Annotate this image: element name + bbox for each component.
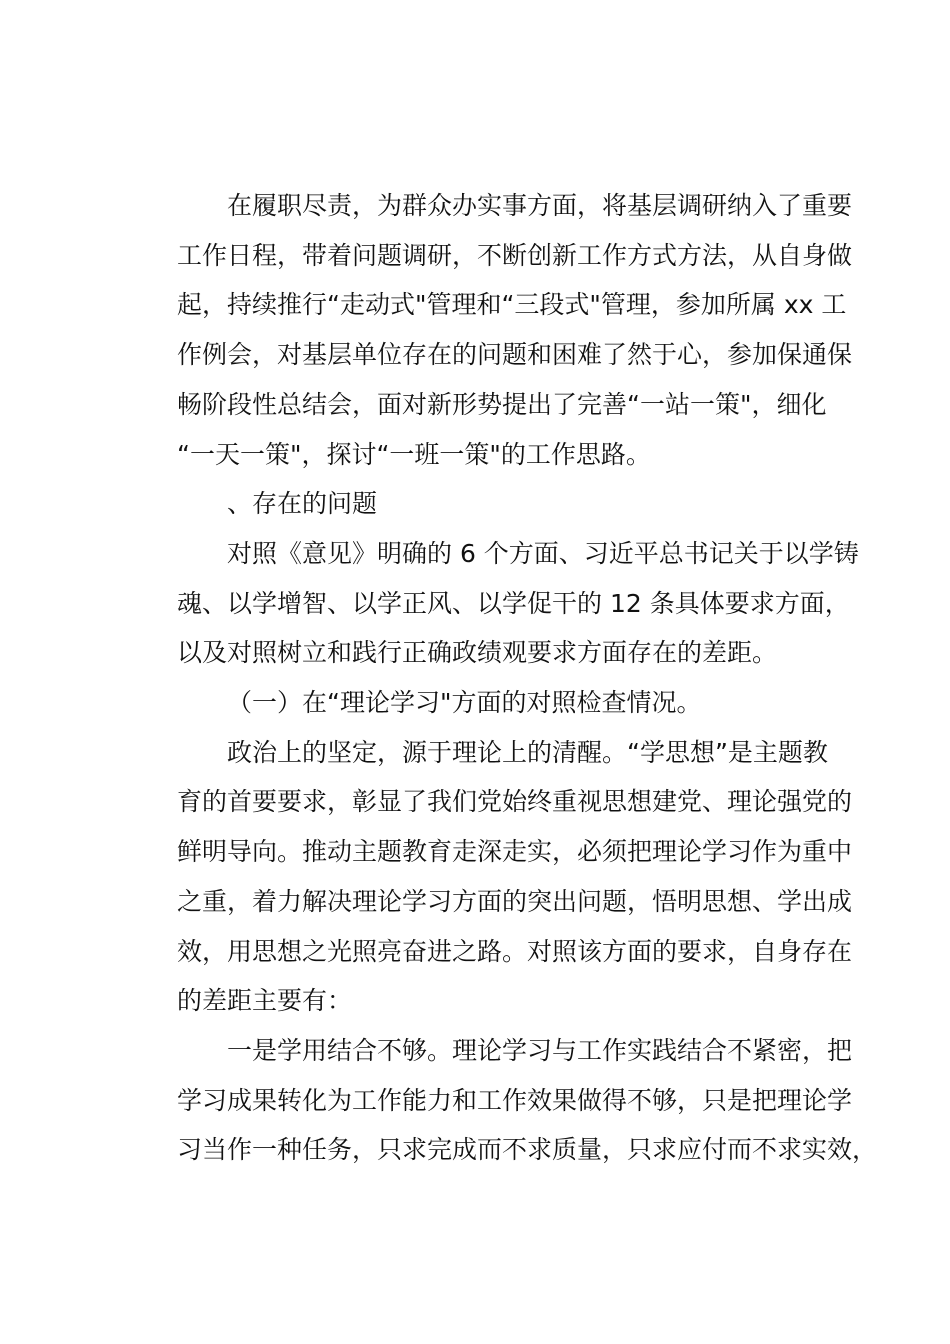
text-line: 在履职尽责，为群众办实事方面，将基层调研纳入了重要: [227, 191, 853, 220]
text-line: 魂、以学增智、以学正风、以学促干的 12 条具体要求方面，: [177, 588, 850, 618]
text-line: 以及对照树立和践行正确政绩观要求方面存在的差距。: [177, 638, 778, 668]
text-line: 对照《意见》明确的 6 个方面、习近平总书记关于以学铸: [227, 538, 859, 568]
document-body: [127, 181, 878, 1175]
paragraph-study-application: [127, 1026, 878, 1175]
text-line: 作例会，对基层单位存在的问题和困难了然于心，参加保通保: [177, 340, 853, 370]
text-line: 学习成果转化为工作能力和工作效果做得不够，只是把理论学: [177, 1085, 853, 1115]
text-line: 一是学用结合不够。理论学习与工作实践结合不紧密，把: [227, 1035, 853, 1065]
text-line: 的差距主要有：: [177, 986, 353, 1016]
text-line: 畅阶段性总结会，面对新形势提出了完善“一站一策"，细化: [177, 389, 827, 419]
paragraph-political-firmness: [127, 728, 853, 1026]
text-line: 效，用思想之光照亮奋进之路。对照该方面的要求，自身存在: [177, 936, 853, 966]
text-line: 习当作一种任务，只求完成而不求质量，只求应付而不求实效，: [177, 1135, 878, 1165]
text-line: 育的首要要求，彰显了我们党始终重视思想建党、理论强党的: [177, 787, 853, 817]
text-line: 工作日程，带着问题调研，不断创新工作方式方法，从自身做: [177, 240, 853, 270]
text-line: 政治上的坚定，源于理论上的清醒。“学思想”是主题教: [227, 737, 828, 767]
text-line: 鲜明导向。推动主题教育走深走实，必须把理论学习作为重中: [177, 837, 853, 867]
section-heading-problems: [127, 479, 832, 529]
subsection-heading-theory-study: [127, 678, 832, 728]
text-line: “一天一策"，探讨“一班一策"的工作思路。: [177, 439, 651, 469]
text-line: 之重，着力解决理论学习方面的突出问题，悟明思想、学出成: [177, 886, 853, 916]
paragraph-comparison-intro: [127, 529, 859, 678]
heading-line: 、存在的问题: [227, 489, 378, 519]
paragraph-service-practice: [127, 181, 853, 479]
heading-line: （一）在“理论学习"方面的对照检查情况。: [227, 688, 702, 718]
text-line: 起，持续推行“走动式"管理和“三段式"管理，参加所属 xx 工: [177, 290, 847, 320]
